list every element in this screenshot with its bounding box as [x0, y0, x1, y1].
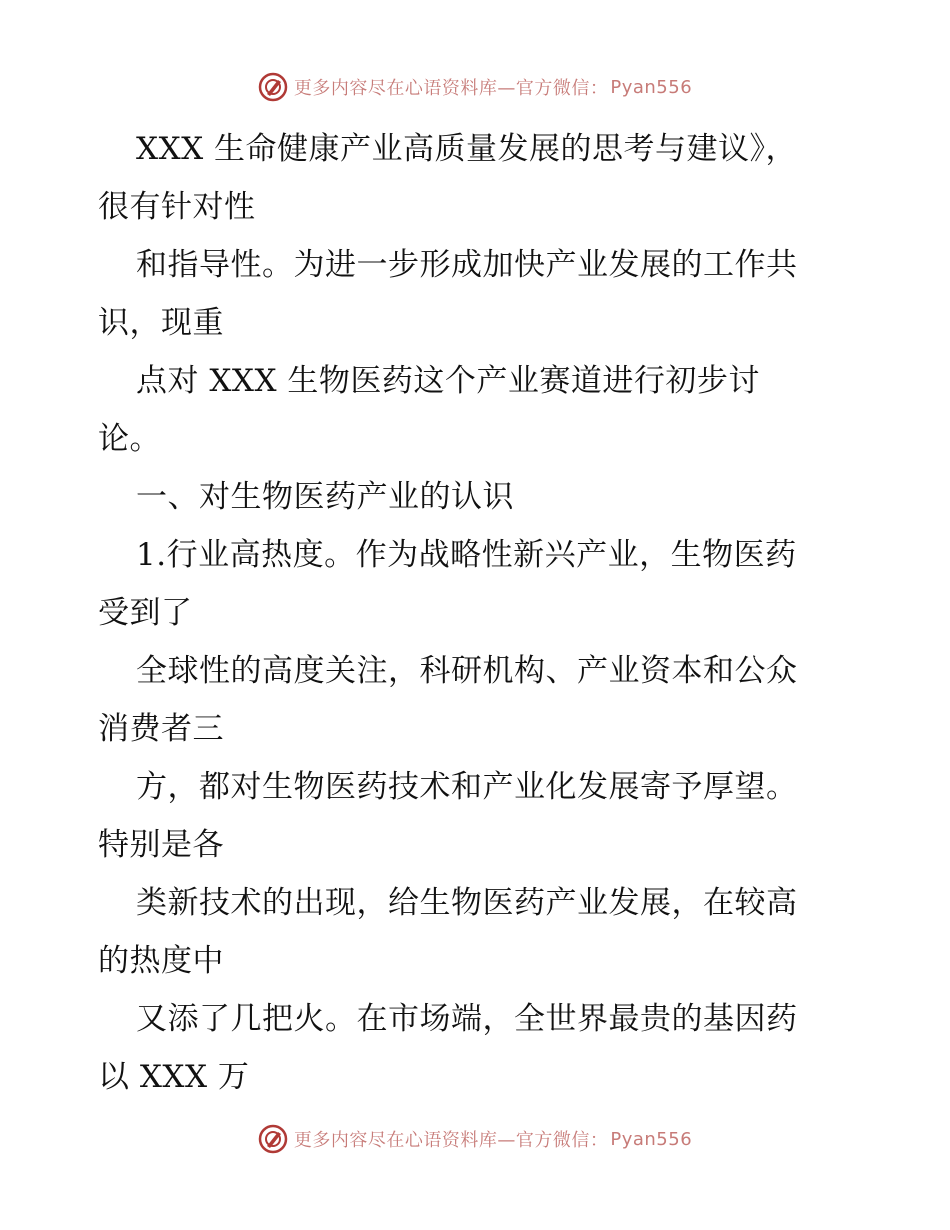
watermark-text: 更多内容尽在心语资料库—官方微信：	[293, 1130, 609, 1151]
text-line: 和指导性。为进一步形成加快产业发展的工作共	[136, 247, 798, 283]
brand-logo-icon	[258, 72, 288, 102]
text-line: 点对 XXX 生物医药这个产业赛道进行初步讨	[136, 363, 760, 399]
text-line: 论。	[98, 421, 161, 457]
watermark-id: Pyan556	[610, 1128, 693, 1150]
footer-watermark	[0, 1124, 950, 1154]
text-line: 特别是各	[98, 827, 224, 863]
text-line: 又添了几把火。在市场端，全世界最贵的基因药	[136, 1001, 798, 1037]
watermark-id: Pyan556	[610, 76, 693, 98]
text-line: 以 XXX 万	[98, 1059, 250, 1095]
watermark-text: 更多内容尽在心语资料库—官方微信：	[293, 78, 609, 99]
document-body	[98, 120, 858, 1106]
text-line: 受到了	[98, 595, 193, 631]
text-line: 消费者三	[98, 711, 224, 747]
text-line: 一、对生物医药产业的认识	[136, 479, 514, 515]
text-line: 很有针对性	[98, 189, 256, 225]
text-line: 类新技术的出现，给生物医药产业发展，在较高	[136, 885, 798, 921]
text-line: 识，现重	[98, 305, 224, 341]
text-line: 1.行业高热度。作为战略性新兴产业，生物医药	[136, 537, 797, 573]
text-line: 全球性的高度关注，科研机构、产业资本和公众	[136, 653, 798, 689]
text-line: 方，都对生物医药技术和产业化发展寄予厚望。	[136, 769, 798, 805]
brand-logo-icon	[258, 1124, 288, 1154]
header-watermark	[0, 72, 950, 102]
text-line: 的热度中	[98, 943, 224, 979]
text-line: XXX 生命健康产业高质量发展的思考与建议》，	[136, 131, 798, 167]
